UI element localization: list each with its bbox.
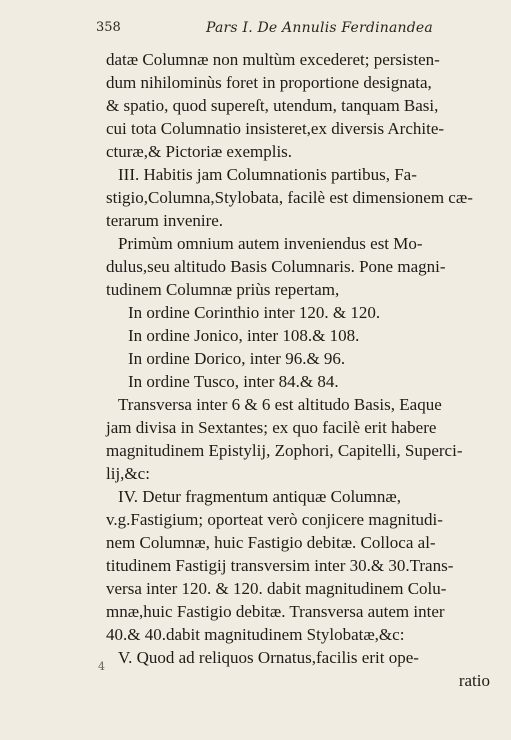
text-line: tudinem Columnæ priùs repertam,: [106, 280, 340, 299]
text-line: In ordine Jonico, inter 108.& 108.: [128, 326, 360, 345]
text-line: In ordine Dorico, inter 96.& 96.: [128, 349, 346, 368]
text-line: In ordine Corinthio inter 120. & 120.: [128, 303, 381, 322]
text-line: ratio: [458, 671, 490, 690]
text-line: V. Quod ad reliquos Ornatus,facilis erit ope-: [118, 648, 419, 667]
text-line: Primùm omnium autem inveniendus est Mo-: [118, 234, 423, 253]
text-line: magnitudinem Epistylij, Zophori, Capitelli, Superci-: [106, 441, 463, 460]
text-line: datæ Columnæ non multùm excederet; persisten-: [106, 50, 440, 69]
text-line: Transversa inter 6 & 6 est altitudo Basis, Eaque: [118, 395, 442, 414]
margin-mark: 4: [98, 660, 105, 673]
page-header: [96, 20, 496, 42]
text-line: terarum invenire.: [106, 211, 224, 230]
text-line: stigio,Columna,Stylobata, facilè est dimensionem cæ-: [106, 188, 473, 207]
text-line: dulus,seu altitudo Basis Columnaris. Pone magni-: [106, 257, 446, 276]
text-line: & spatio, quod supereſt, utendum, tanquam Basi,: [106, 96, 439, 115]
text-line: jam divisa in Sextantes; ex quo facilè erit habere: [106, 418, 437, 437]
page-number: 358: [96, 20, 121, 35]
text-line: In ordine Tusco, inter 84.& 84.: [128, 372, 339, 391]
text-line: lij,&c:: [106, 464, 150, 483]
text-line: 40.& 40.dabit magnitudinem Stylobatæ,&c:: [106, 625, 405, 644]
text-line: nem Columnæ, huic Fastigio debitæ. Colloca al-: [106, 533, 436, 552]
text-line: III. Habitis jam Columnationis partibus, Fa-: [118, 165, 417, 184]
body-text: [106, 48, 494, 692]
text-line: versa inter 120. & 120. dabit magnitudinem Colu-: [106, 579, 447, 598]
text-line: cui tota Columnatio insisteret,ex diversis Archite-: [106, 119, 445, 138]
running-title: Pars I. De Annulis Ferdinandea: [206, 20, 433, 36]
text-line: cturæ,& Pictoriæ exemplis.: [106, 142, 293, 161]
text-line: titudinem Fastigij transversim inter 30.& 30.Trans-: [106, 556, 454, 575]
text-line: IV. Detur fragmentum antiquæ Columnæ,: [118, 487, 401, 506]
text-line: dum nihilominùs foret in proportione designata,: [106, 73, 432, 92]
text-line: mnæ,huic Fastigio debitæ. Transversa autem inter: [106, 602, 445, 621]
text-line: v.g.Fastigium; oporteat verò conjicere magnitudi-: [106, 510, 443, 529]
